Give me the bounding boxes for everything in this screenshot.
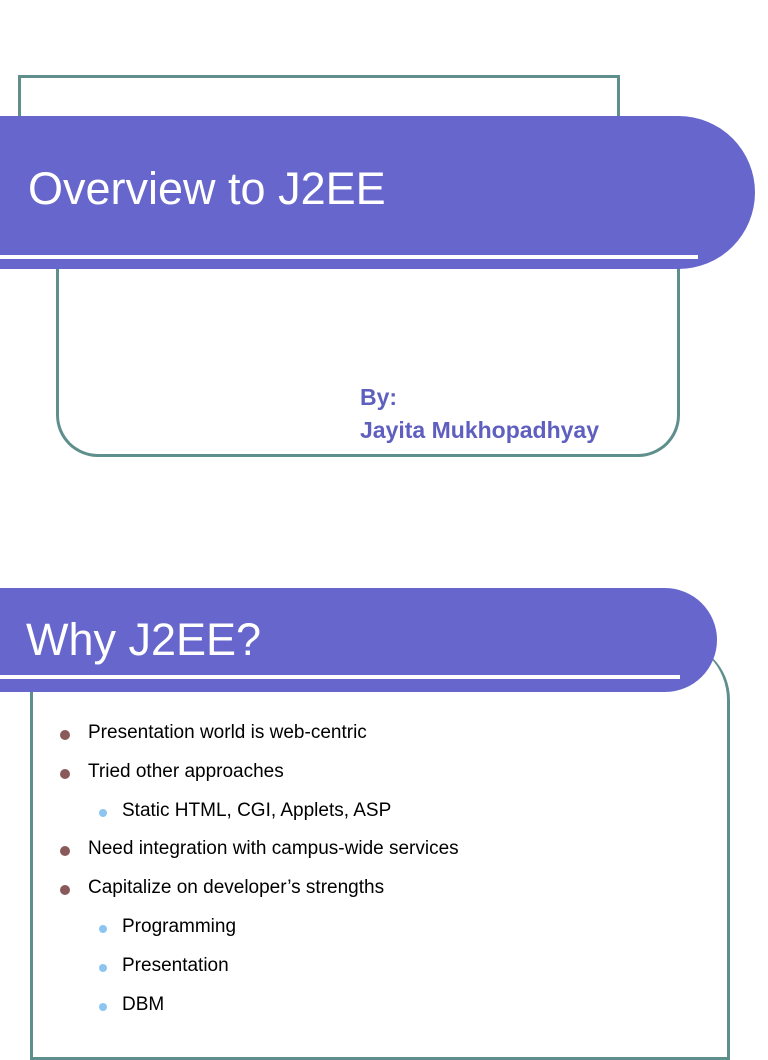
byline-label: By:: [360, 384, 398, 410]
sub-bullet-dot-icon: [99, 809, 107, 817]
bullet-item: [0, 722, 700, 761]
bullet-text: Presentation: [122, 954, 229, 976]
title-underline: [0, 255, 698, 259]
sub-bullet-dot-icon: [99, 964, 107, 972]
bullet-item: [0, 838, 700, 877]
title-band: [0, 588, 717, 692]
sub-bullet-dot-icon: [99, 925, 107, 933]
sub-bullet-item: [0, 916, 700, 955]
slide-title: Overview to J2EE: [28, 163, 386, 214]
bullet-list: [0, 722, 700, 1032]
bullet-text: Programming: [122, 915, 237, 937]
slide-overview: [0, 0, 768, 500]
author-name: Jayita Mukhopadhyay: [360, 417, 600, 443]
bullet-text: Static HTML, CGI, Applets, ASP: [122, 799, 392, 821]
title-underline: [0, 675, 680, 679]
slide-title: Why J2EE?: [26, 614, 262, 665]
title-band: [0, 116, 755, 269]
bullet-text: DBM: [122, 993, 165, 1015]
bullet-text: Presentation world is web-centric: [88, 722, 367, 743]
bullet-text: Need integration with campus-wide services: [88, 838, 459, 860]
bullet-text: Capitalize on developer’s strengths: [88, 877, 385, 899]
bullet-item: [0, 761, 700, 800]
sub-bullet-dot-icon: [99, 1003, 107, 1011]
bullet-dot-icon: [60, 885, 70, 895]
bullet-text: Tried other approaches: [88, 760, 284, 782]
slide-why-j2ee: [0, 500, 768, 1024]
sub-bullet-item: [0, 994, 700, 1033]
bullet-item: [0, 877, 700, 916]
sub-bullet-item: [0, 955, 700, 994]
bullet-dot-icon: [60, 730, 70, 740]
bullet-dot-icon: [60, 846, 70, 856]
bullet-dot-icon: [60, 769, 70, 779]
sub-bullet-item: [0, 800, 700, 839]
